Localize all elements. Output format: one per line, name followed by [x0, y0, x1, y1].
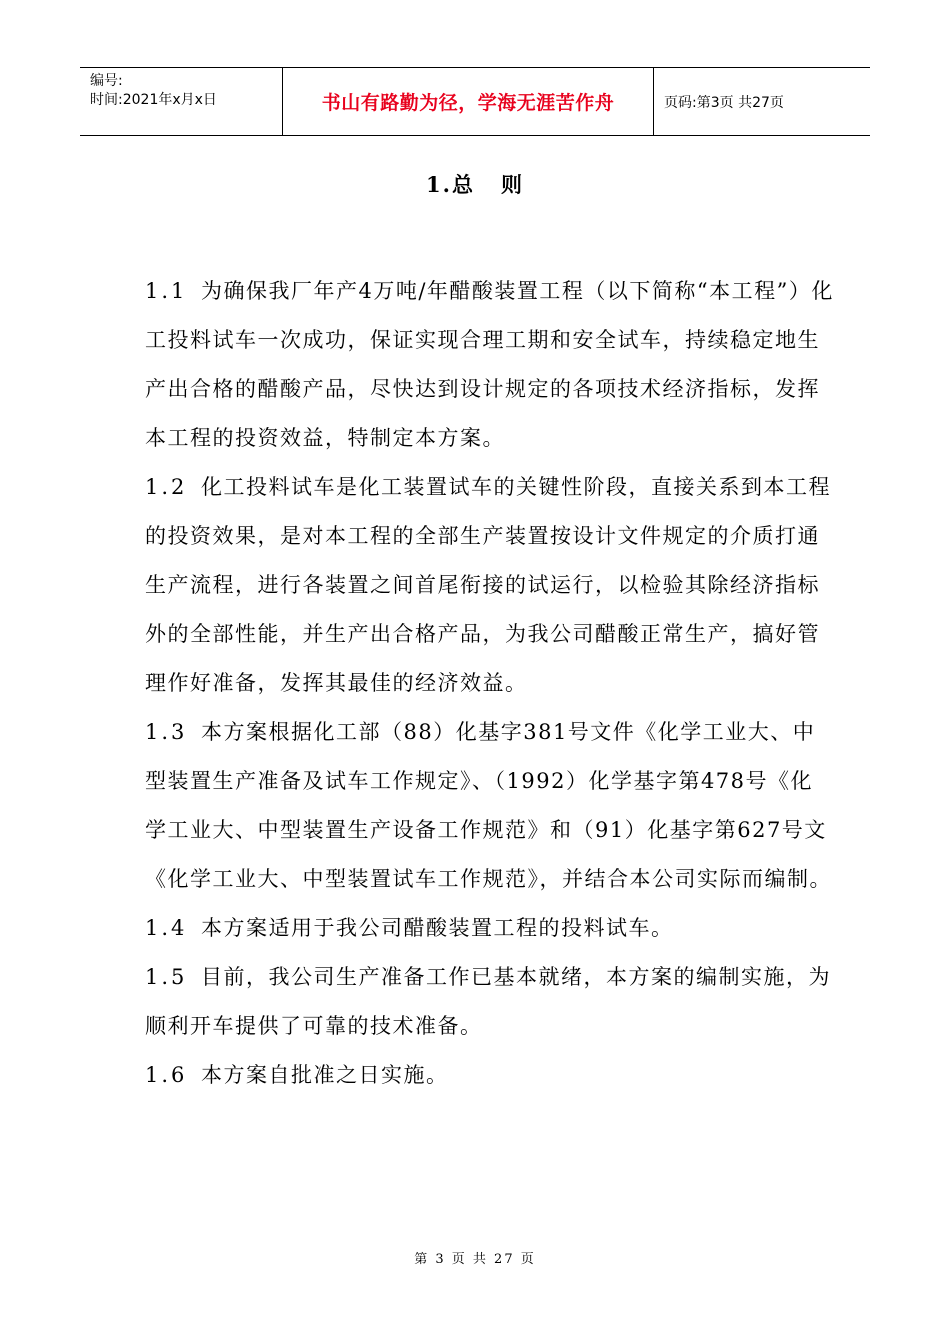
header-page-info: 页码:第3页 共27页 [664, 94, 784, 111]
section-number: 1. [426, 172, 452, 197]
document-body [145, 267, 835, 1100]
section-title-char-1: 总 [451, 172, 475, 197]
paragraph-number: 1.3 [145, 720, 188, 744]
header-meta-cell [80, 68, 282, 135]
paragraph-number: 1.1 [145, 279, 188, 303]
paragraph-text: 目前，我公司生产准备工作已基本就绪，本方案的编制实施，为顺利开车提供了可靠的技术准备。 [145, 965, 831, 1038]
paragraph-number: 1.4 [145, 916, 188, 940]
paragraph-1-2 [145, 463, 835, 708]
time-label: 时间:2021年x月x日 [90, 92, 217, 108]
document-header [80, 67, 870, 136]
footer-page-number: 第 3 页 共 27 页 [414, 1252, 536, 1267]
paragraph-1-4 [145, 904, 835, 953]
paragraph-number: 1.6 [145, 1063, 188, 1087]
paragraph-text: 本方案适用于我公司醋酸装置工程的投料试车。 [201, 916, 674, 940]
paragraph-text: 本方案根据化工部（88）化基字381号文件《化学工业大、中型装置生产准备及试车工作规定》、（1992）化学基字第478号《化学工业大、中型装置生产设备工作规范》和（91）化基字第627号文《化学工业大、中型装置试车工作规范》，并结合本公司实际而编制。 [145, 720, 832, 891]
paragraph-1-6 [145, 1051, 835, 1100]
code-label: 编号: [90, 73, 123, 89]
paragraph-text: 化工投料试车是化工装置试车的关键性阶段，直接关系到本工程的投资效果，是对本工程的全部生产装置按设计文件规定的介质打通生产流程，进行各装置之间首尾衔接的试运行，以检验其除经济指标外的全部性能，并生产出合格产品，为我公司醋酸正常生产，搞好管理作好准备，发挥其最佳的经济效益。 [145, 475, 831, 695]
paragraph-number: 1.2 [145, 475, 188, 499]
paragraph-text: 为确保我厂年产4万吨/年醋酸装置工程（以下简称“本工程”）化工投料试车一次成功，保证实现合理工期和安全试车，持续稳定地生产出合格的醋酸产品，尽快达到设计规定的各项技术经济指标，发挥本工程的投资效益，特制定本方案。 [145, 279, 834, 450]
section-title [0, 170, 950, 200]
paragraph-text: 本方案自批准之日实施。 [201, 1063, 449, 1087]
page-footer [0, 1248, 950, 1267]
header-motto-cell [282, 68, 654, 135]
motto-text: 书山有路勤为径，学海无涯苦作舟 [321, 92, 615, 114]
paragraph-number: 1.5 [145, 965, 188, 989]
section-title-char-2: 则 [500, 172, 524, 197]
paragraph-1-1 [145, 267, 835, 463]
header-page-cell [654, 68, 870, 135]
paragraph-1-5 [145, 953, 835, 1051]
paragraph-1-3 [145, 708, 835, 904]
